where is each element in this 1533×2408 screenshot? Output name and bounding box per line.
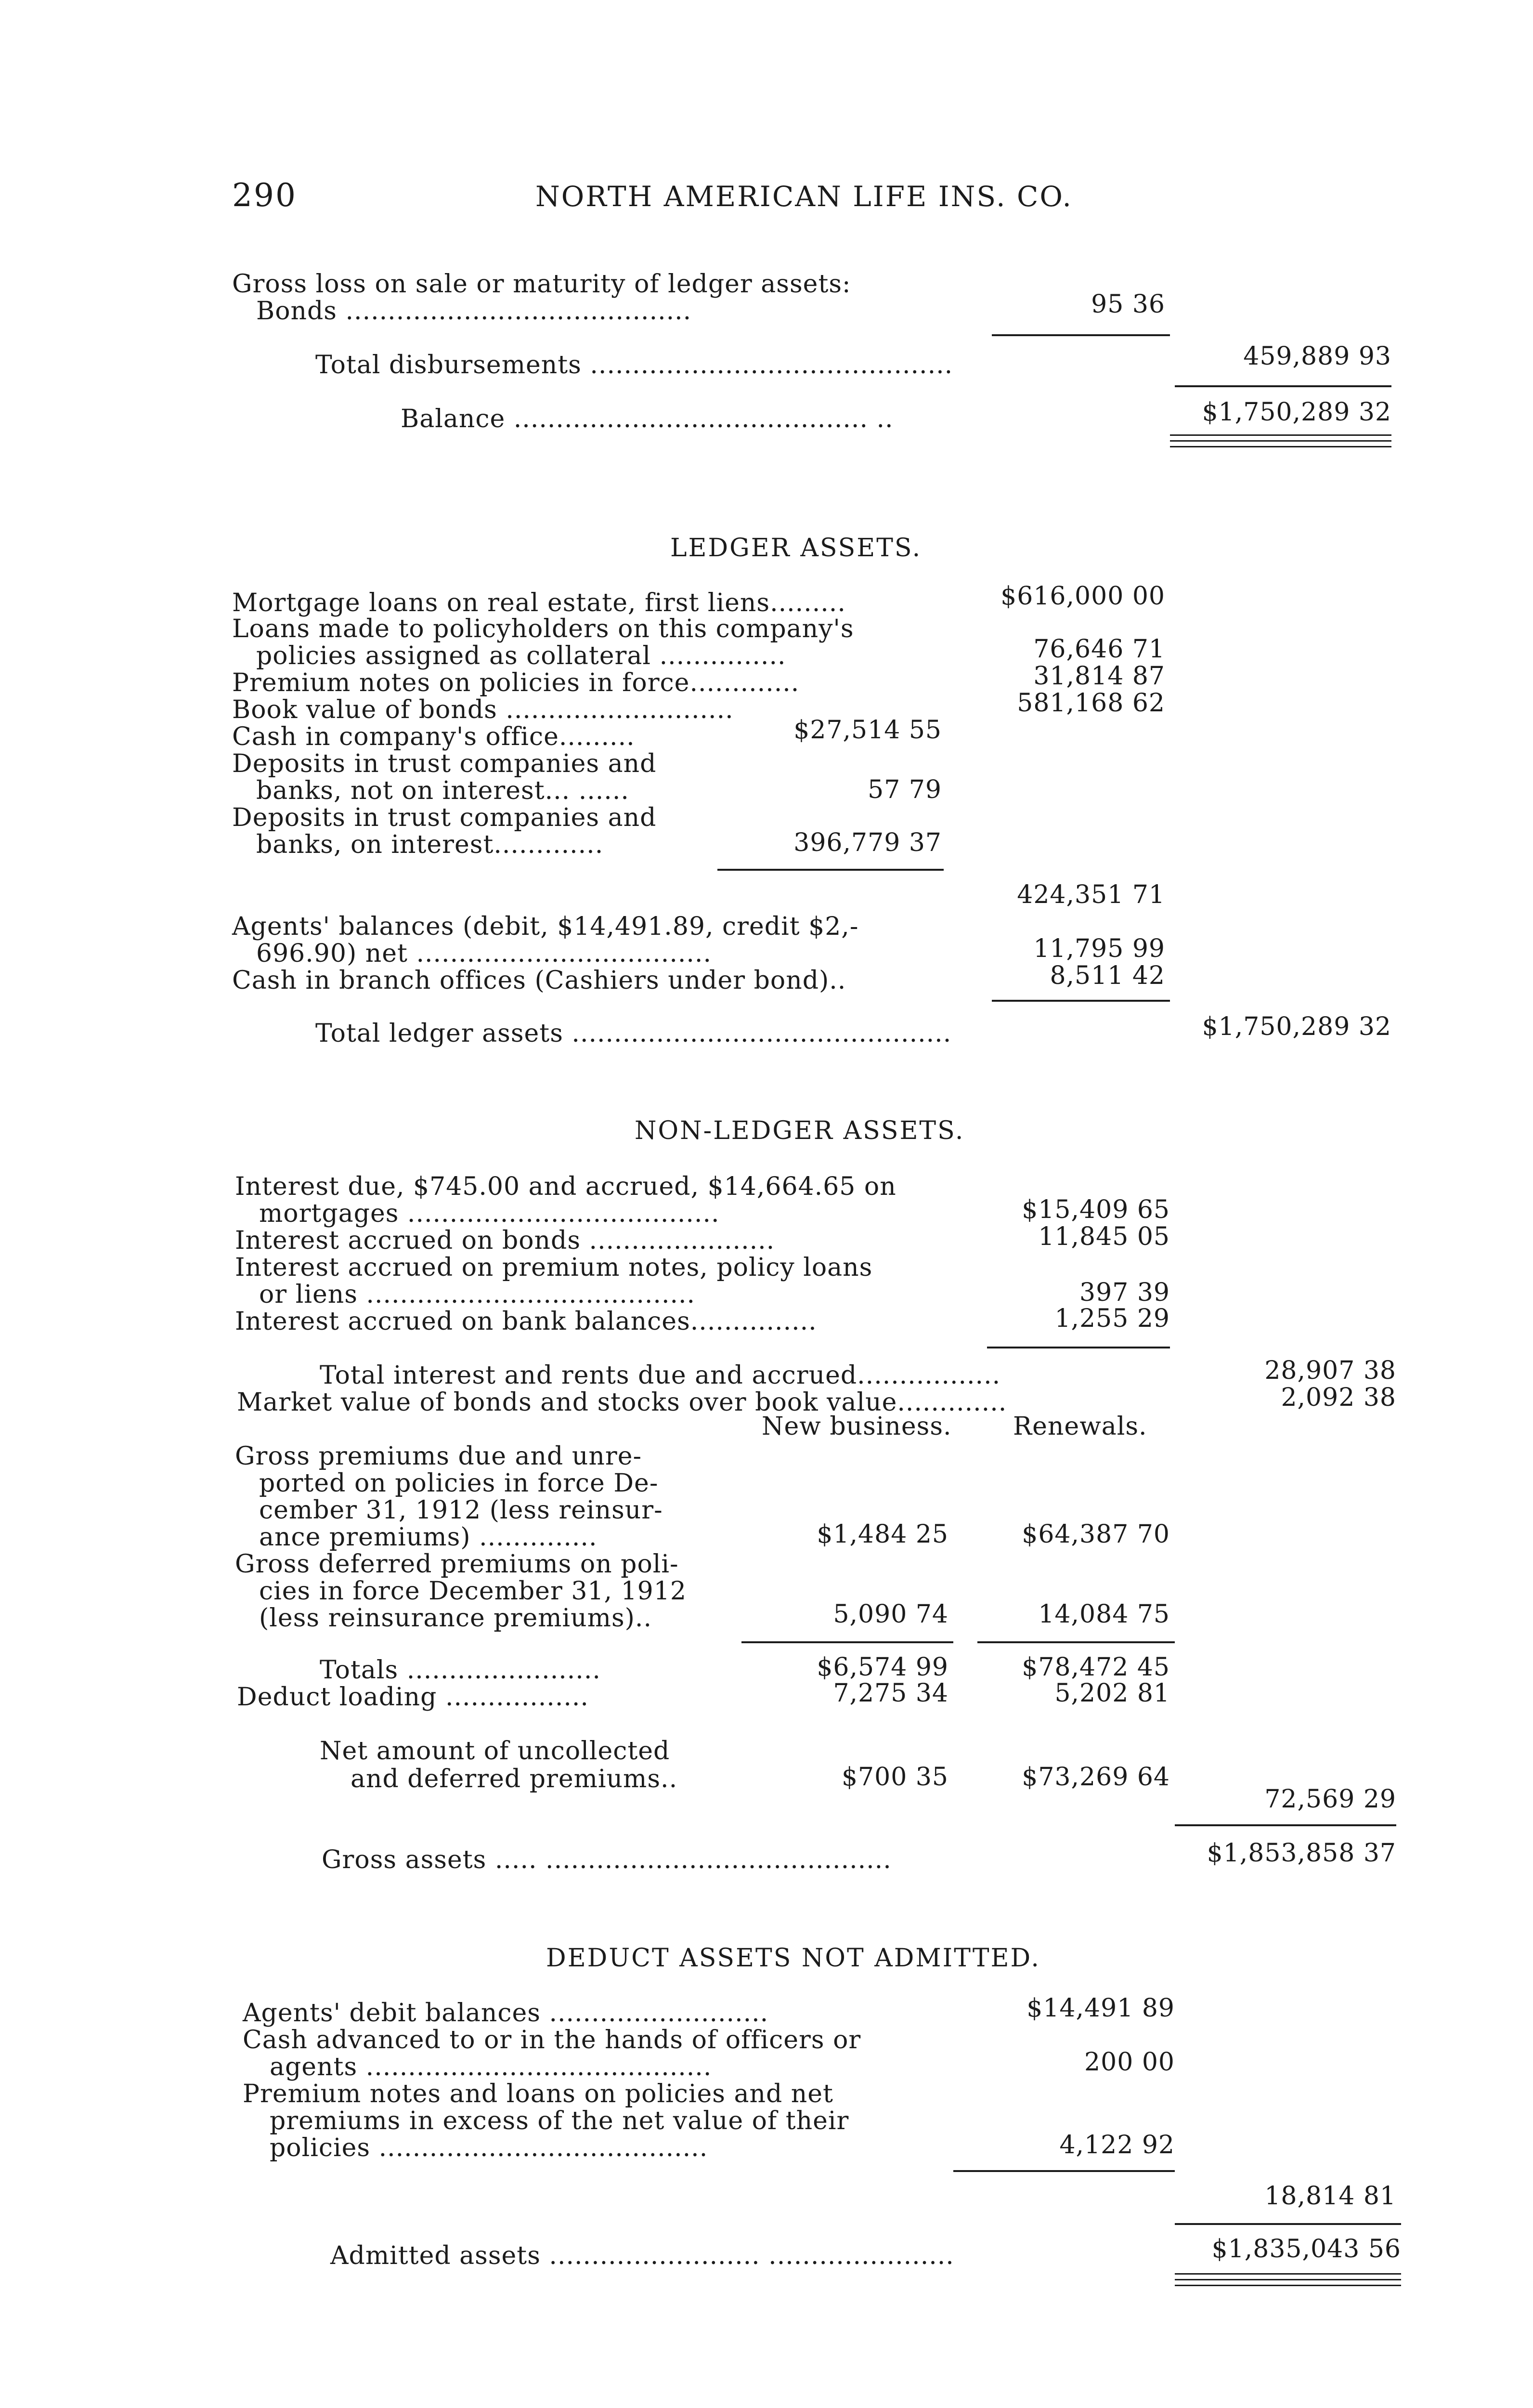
ledger-value: 31,814 87 [1033,662,1165,691]
rule [1175,2223,1401,2225]
ledger-row: Cash in company's office......... [232,722,635,751]
net-premiums-total: 72,569 29 [1264,1785,1396,1814]
double-rule [1170,446,1391,447]
rule [987,1347,1170,1348]
market-value-label: Market value of bonds and stocks over book value............. [237,1388,1007,1417]
ledger-row: Agents' balances (debit, $14,491.89, credit $2,- [232,912,859,941]
ledger-inner-value: 396,779 37 [793,828,942,857]
double-rule [1175,2279,1401,2280]
ledger-inner-value: $27,514 55 [793,716,942,745]
rule [953,2170,1175,2172]
deduct-loading-label: Deduct loading ................. [237,1683,589,1712]
deduct-value: $14,491 89 [1026,1994,1175,2023]
balance-value: $1,750,289 32 [1202,398,1391,427]
deduct-row: Agents' debit balances .......................... [243,1999,769,2028]
ledger-row: Cash in branch offices (Cashiers under bond).. [232,966,846,995]
ledger-row: Deposits in trust companies and [232,803,657,832]
deduct-row: Premium notes and loans on policies and net [243,2080,833,2108]
ledger-value: $616,000 00 [1000,582,1165,611]
nonledger-row: Interest accrued on bank balances............... [235,1307,817,1336]
total-interest-value: 28,907 38 [1264,1356,1396,1385]
nonledger-row: or liens ....................................... [259,1280,696,1309]
net-new-value: $700 35 [841,1763,948,1792]
totals-renewal-value: $78,472 45 [1022,1653,1170,1682]
premium-row: ance premiums) .............. [259,1523,598,1552]
premium-new-value: $1,484 25 [817,1520,948,1549]
admitted-assets-label: Admitted assets ......................... ...................... [330,2241,954,2270]
deduct-heading: DEDUCT ASSETS NOT ADMITTED. [546,1944,1040,1973]
double-rule [1170,434,1391,436]
rule [992,334,1170,336]
nonledger-value: $15,409 65 [1022,1195,1170,1224]
rule [1175,1824,1396,1826]
nonledger-row: Interest due, $745.00 and accrued, $14,664.65 on [235,1172,896,1201]
loading-new-value: 7,275 34 [833,1679,948,1708]
bonds-label: Bonds ......................................... [256,297,692,326]
totals-label: Totals ....................... [320,1656,601,1685]
totals-new-value: $6,574 99 [817,1653,948,1682]
column-head-renewals: Renewals. [1013,1412,1147,1441]
nonledger-row: Interest accrued on premium notes, policy loans [235,1253,873,1282]
loading-renewal-value: 5,202 81 [1054,1679,1170,1708]
net-renewal-value: $73,269 64 [1022,1763,1170,1792]
nonledger-heading: NON-LEDGER ASSETS. [635,1116,965,1145]
rule [992,1000,1170,1002]
deduct-row: Cash advanced to or in the hands of officers or [243,2026,861,2055]
ledger-inner-value: 57 79 [868,775,942,804]
premium-row: cember 31, 1912 (less reinsur- [259,1496,663,1525]
ledger-row: banks, on interest............. [256,830,604,859]
running-head: NORTH AMERICAN LIFE INS. CO. [535,180,1073,213]
net-amount-label: and deferred premiums.. [351,1765,678,1793]
ledger-heading: LEDGER ASSETS. [670,534,922,563]
ledger-value: 581,168 62 [1017,689,1165,718]
market-value-value: 2,092 38 [1281,1383,1396,1412]
premium-new-value: 5,090 74 [833,1600,948,1629]
net-amount-label: Net amount of uncollected [320,1737,670,1766]
ledger-value: 11,795 99 [1033,934,1165,963]
nonledger-value: 1,255 29 [1054,1304,1170,1333]
premium-row: Gross premiums due and unre- [235,1442,642,1471]
total-disbursements-value: 459,889 93 [1243,342,1391,371]
total-disbursements-label: Total disbursements ........................................... [315,351,953,380]
total-ledger-label: Total ledger assets ............................................. [315,1019,952,1048]
premium-row: ported on policies in force De- [259,1469,659,1498]
admitted-assets-value: $1,835,043 56 [1211,2235,1401,2264]
gross-assets-value: $1,853,858 37 [1207,1839,1396,1868]
rule [1175,385,1391,387]
deduct-subtotal: 18,814 81 [1264,2182,1396,2211]
double-rule [1170,440,1391,442]
ledger-value: 76,646 71 [1033,635,1165,664]
ledger-row: 696.90) net ................................... [256,939,712,968]
double-rule [1175,2285,1401,2286]
ledger-row: Mortgage loans on real estate, first liens......... [232,589,846,617]
deduct-row: agents ......................................... [270,2053,712,2081]
total-interest-label: Total interest and rents due and accrued................. [320,1361,1001,1390]
premium-row: cies in force December 31, 1912 [259,1577,687,1606]
balance-label: Balance .......................................... .. [401,405,894,433]
deduct-value: 4,122 92 [1059,2131,1175,2159]
total-ledger-value: $1,750,289 32 [1202,1012,1391,1041]
ledger-row: Deposits in trust companies and [232,749,657,778]
nonledger-value: 397 39 [1079,1278,1170,1307]
nonledger-row: mortgages ..................................... [259,1199,720,1228]
nonledger-value: 11,845 05 [1038,1222,1170,1251]
ledger-value: 8,511 42 [1050,961,1165,990]
rule [741,1641,953,1643]
rule [717,869,944,871]
premium-row: (less reinsurance premiums).. [259,1604,652,1633]
deduct-row: policies ....................................... [270,2133,708,2162]
column-head-new-business: New business. [762,1412,952,1441]
ledger-row: Loans made to policyholders on this company's [232,615,854,643]
ledger-row: policies assigned as collateral ............... [256,641,786,670]
ledger-value: 424,351 71 [1017,880,1165,909]
deduct-value: 200 00 [1084,2048,1175,2077]
ledger-row: Book value of bonds ........................... [232,695,734,724]
nonledger-row: Interest accrued on bonds ...................... [235,1226,775,1255]
ledger-row: banks, not on interest... ...... [256,776,629,805]
premium-renewal-value: 14,084 75 [1038,1600,1170,1629]
page-number: 290 [232,177,297,214]
gross-loss-label: Gross loss on sale or maturity of ledger assets: [232,270,851,299]
bonds-value: 95 36 [1091,290,1165,319]
premium-row: Gross deferred premiums on poli- [235,1550,679,1579]
gross-assets-label: Gross assets ..... ......................................... [322,1845,892,1874]
premium-renewal-value: $64,387 70 [1022,1520,1170,1549]
deduct-row: premiums in excess of the net value of their [270,2107,849,2135]
rule [977,1641,1175,1643]
double-rule [1175,2273,1401,2275]
ledger-row: Premium notes on policies in force............. [232,668,800,697]
